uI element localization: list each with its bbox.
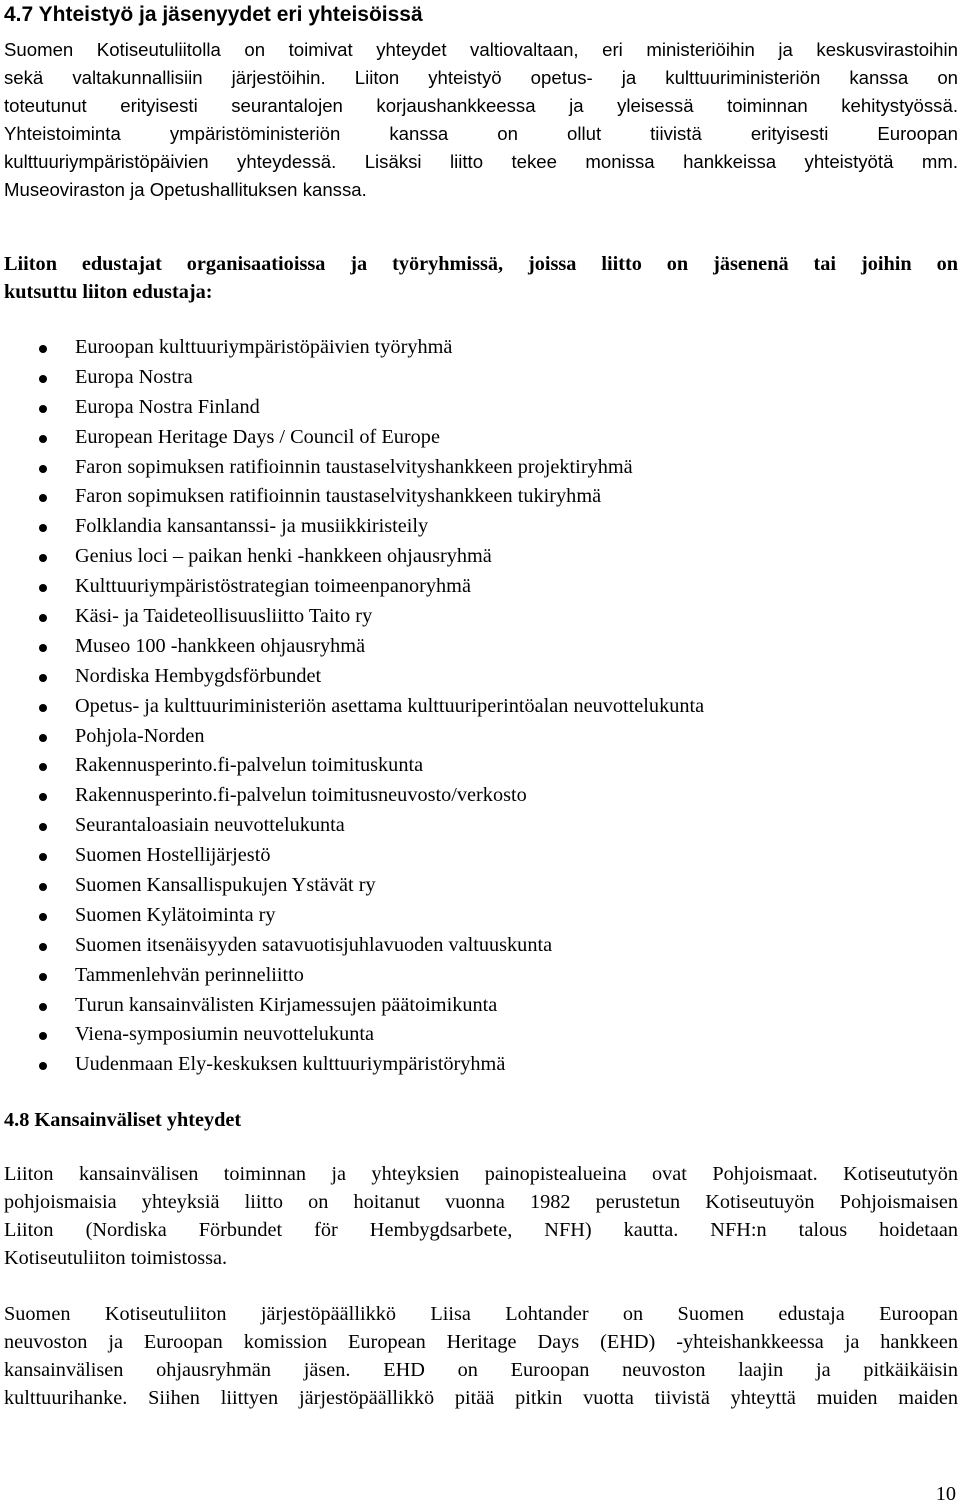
list-item xyxy=(0,602,704,632)
bullet-icon xyxy=(39,465,47,473)
intro-paragraph xyxy=(4,36,958,204)
list-item xyxy=(0,692,704,722)
list-item-text: Nordiska Hembygdsförbundet xyxy=(75,664,322,687)
bullet-icon xyxy=(39,1062,47,1070)
list-item-text: Suomen Kylätoiminta ry xyxy=(75,903,276,926)
paragraph-line: kutsuttu liiton edustaja: xyxy=(4,281,213,303)
list-item xyxy=(0,482,704,512)
list-item xyxy=(0,363,704,393)
paragraph-line: Liiton kansainvälisen toiminnan ja yhteyksien painopistealueina ovat Pohjoismaat. Kotiseututyön xyxy=(4,1163,958,1185)
list-item-text: Pohjola-Norden xyxy=(75,724,205,747)
list-item-text: Uudenmaan Ely-keskuksen kulttuuriympäristöryhmä xyxy=(75,1053,506,1076)
bullet-icon xyxy=(39,1003,47,1011)
bullet-icon xyxy=(39,405,47,413)
bullet-icon xyxy=(39,973,47,981)
list-item-text: Euroopan kulttuuriympäristöpäivien työryhmä xyxy=(75,336,453,358)
section-heading-4-8: 4.8 Kansainväliset yhteydet xyxy=(4,1109,242,1131)
section-heading-4-7: 4.7 Yhteistyö ja jäsenyydet eri yhteisöissä xyxy=(4,3,423,26)
list-item-text: Folklandia kansantanssi- ja musiikkiristeily xyxy=(75,515,429,538)
bullet-icon xyxy=(39,823,47,831)
list-item xyxy=(0,781,704,811)
international-paragraph-2 xyxy=(4,1300,958,1412)
bullet-icon xyxy=(39,614,47,622)
bullet-icon xyxy=(39,793,47,801)
organizations-list xyxy=(0,333,704,1080)
bullet-icon xyxy=(39,375,47,383)
list-item xyxy=(0,512,704,542)
list-item xyxy=(0,931,704,961)
list-item-text: European Heritage Days / Council of Europe xyxy=(75,425,440,448)
bullet-icon xyxy=(39,494,47,502)
list-item xyxy=(0,632,704,662)
bullet-icon xyxy=(39,1032,47,1040)
list-item-text: Suomen Kansallispukujen Ystävät ry xyxy=(75,874,376,897)
paragraph-line: kansainvälisen ohjausryhmän jäsen. EHD on Euroopan neuvoston laajin ja pitkäikäisin xyxy=(4,1359,958,1381)
list-item xyxy=(0,871,704,901)
list-item-text: Kulttuuriympäristöstrategian toimeenpanoryhmä xyxy=(75,575,471,598)
list-item xyxy=(0,333,704,363)
page-number: 10 xyxy=(935,1483,956,1505)
list-item xyxy=(0,542,704,572)
paragraph-line: Museoviraston ja Opetushallituksen kanssa. xyxy=(4,179,367,200)
bullet-icon xyxy=(39,763,47,771)
list-item xyxy=(0,572,704,602)
list-item xyxy=(0,991,704,1021)
list-item xyxy=(0,961,704,991)
paragraph-line: Suomen Kotiseutuliitolla on toimivat yhteydet valtiovaltaan, eri ministeriöihin ja keskusvirastoihin xyxy=(4,39,958,60)
paragraph-line: kulttuurihanke. Siihen liittyen järjestöpäällikkö pitää pitkin vuotta tiivistä yhteyttä muiden maiden xyxy=(4,1387,958,1409)
paragraph-line: toteutunut erityisesti seurantalojen korjaushankkeessa ja yleisessä toiminnan kehitystyössä. xyxy=(4,95,958,116)
list-item-text: Viena-symposiumin neuvottelukunta xyxy=(75,1023,375,1046)
bullet-icon xyxy=(39,734,47,742)
list-item xyxy=(0,751,704,781)
list-item-text: Opetus- ja kulttuuriministeriön asettama kulttuuriperintöalan neuvottelukunta xyxy=(75,694,705,717)
paragraph-line: Kotiseutuliiton toimistossa. xyxy=(4,1247,228,1269)
list-item-text: Museo 100 -hankkeen ohjausryhmä xyxy=(75,634,366,657)
list-item-text: Suomen itsenäisyyden satavuotisjuhlavuoden valtuuskunta xyxy=(75,933,553,956)
list-item xyxy=(0,662,704,692)
list-item xyxy=(0,901,704,931)
list-item xyxy=(0,453,704,483)
list-item-text: Rakennusperinto.fi-palvelun toimituskunta xyxy=(75,754,424,777)
bullet-icon xyxy=(39,644,47,652)
bullet-icon xyxy=(39,674,47,682)
list-item-text: Seurantaloasiain neuvottelukunta xyxy=(75,814,345,837)
bullet-icon xyxy=(39,913,47,921)
list-item xyxy=(0,841,704,871)
bullet-icon xyxy=(39,584,47,592)
bullet-icon xyxy=(39,435,47,443)
list-item-text: Europa Nostra xyxy=(75,365,193,388)
bullet-icon xyxy=(39,853,47,861)
international-paragraph-1 xyxy=(4,1160,958,1272)
paragraph-line: Suomen Kotiseutuliiton järjestöpäällikkö Liisa Lohtander on Suomen edustaja Euroopan xyxy=(4,1303,958,1325)
list-item xyxy=(0,811,704,841)
list-item xyxy=(0,423,704,453)
list-item-text: Käsi- ja Taideteollisuusliitto Taito ry xyxy=(75,605,373,628)
list-item-text: Tammenlehvän perinneliitto xyxy=(75,963,304,986)
paragraph-line: pohjoismaisia yhteyksiä liitto on hoitanut vuonna 1982 perustetun Kotiseutuyön Pohjoismaisen xyxy=(4,1191,958,1213)
paragraph-line: Liiton edustajat organisaatioissa ja työryhmissä, joissa liitto on jäsenenä tai joihin on xyxy=(4,253,958,275)
list-item xyxy=(0,393,704,423)
paragraph-line: neuvoston ja Euroopan komission European Heritage Days (EHD) -yhteishankkeessa ja hankkeen xyxy=(4,1331,958,1353)
list-item-text: Turun kansainvälisten Kirjamessujen päätoimikunta xyxy=(75,993,498,1016)
paragraph-line: sekä valtakunnallisiin järjestöihin. Liiton yhteistyö opetus- ja kulttuuriministeriön kanssa on xyxy=(4,67,958,88)
bullet-icon xyxy=(39,943,47,951)
paragraph-line: Yhteistoiminta ympäristöministeriön kanssa on ollut tiivistä erityisesti Euroopan xyxy=(4,123,958,144)
list-item-text: Europa Nostra Finland xyxy=(75,395,260,418)
bullet-icon xyxy=(39,345,47,353)
list-item-text: Suomen Hostellijärjestö xyxy=(75,844,271,867)
bullet-icon xyxy=(39,883,47,891)
bullet-icon xyxy=(39,524,47,532)
list-item xyxy=(0,1050,704,1080)
list-item-text: Rakennusperinto.fi-palvelun toimitusneuvosto/verkosto xyxy=(75,784,527,807)
list-item-text: Genius loci – paikan henki -hankkeen ohjausryhmä xyxy=(75,545,492,568)
bullet-icon xyxy=(39,554,47,562)
representatives-intro xyxy=(4,250,958,306)
paragraph-line: kulttuuriympäristöpäivien yhteydessä. Lisäksi liitto tekee monissa hankkeissa yhteistyötä mm. xyxy=(4,151,958,172)
list-item-text: Faron sopimuksen ratifioinnin taustaselvityshankkeen tukiryhmä xyxy=(75,485,602,508)
list-item xyxy=(0,1020,704,1050)
list-item-text: Faron sopimuksen ratifioinnin taustaselvityshankkeen projektiryhmä xyxy=(75,455,633,478)
bullet-icon xyxy=(39,704,47,712)
paragraph-line: Liiton (Nordiska Förbundet för Hembygdsarbete, NFH) kautta. NFH:n talous hoidetaan xyxy=(4,1219,958,1241)
list-item xyxy=(0,722,704,752)
